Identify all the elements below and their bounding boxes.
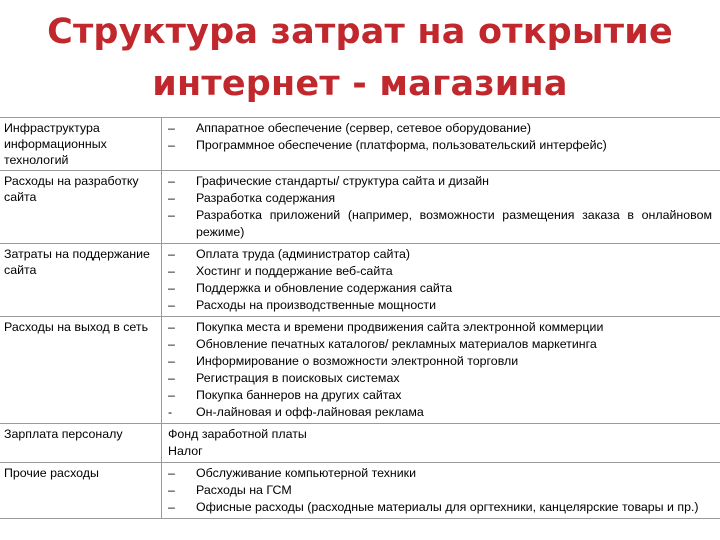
list-item <box>168 280 712 297</box>
list-item <box>168 387 712 404</box>
category-cell: Прочие расходы <box>0 463 162 519</box>
item-text: Расходы на производственные мощности <box>196 298 437 312</box>
list-item <box>168 137 712 154</box>
items-cell <box>162 317 720 424</box>
slide-title <box>0 6 720 110</box>
dash-marker: – <box>168 281 175 295</box>
list-item <box>168 120 712 137</box>
items-cell <box>162 171 720 244</box>
dash-marker: – <box>168 466 175 480</box>
list-item <box>168 499 712 516</box>
dash-marker: – <box>168 320 175 334</box>
dash-marker: – <box>168 337 175 351</box>
slide-title-line-2: интернет - магазина <box>152 64 568 104</box>
dash-marker: – <box>168 388 175 402</box>
item-text: Графические стандарты/ структура сайта и дизайн <box>196 174 490 188</box>
table-row <box>0 244 720 317</box>
item-text: Программное обеспечение (платформа, пользовательский интерфейс) <box>196 138 607 152</box>
category-cell: Расходы на разработку сайта <box>0 171 162 244</box>
items-cell <box>162 463 720 519</box>
slide-title-line-1: Структура затрат на открытие <box>47 12 673 52</box>
table-row <box>0 424 720 463</box>
category-cell: Зарплата персоналу <box>0 424 162 463</box>
items-cell <box>162 244 720 317</box>
item-text: Он-лайновая и офф-лайновая реклама <box>196 405 424 419</box>
dash-marker: – <box>168 138 175 152</box>
item-text: Информирование о возможности электронной торговли <box>196 354 519 368</box>
item-text: Покупка баннеров на других сайтах <box>196 388 402 402</box>
list-item <box>168 319 712 336</box>
list-item <box>168 370 712 387</box>
list-item: Фонд заработной платы <box>168 427 307 441</box>
item-text: Оплата труда (администратор сайта) <box>196 247 410 261</box>
dash-marker: – <box>168 354 175 368</box>
item-text: Аппаратное обеспечение (сервер, сетевое оборудование) <box>196 121 532 135</box>
list-item <box>168 482 712 499</box>
list-item: Налог <box>168 444 203 458</box>
table-row <box>0 317 720 424</box>
item-text: Разработка приложений (например, возможности размещения заказа в онлайновом режиме) <box>196 208 712 239</box>
table-row <box>0 118 720 171</box>
dash-marker: – <box>168 483 175 497</box>
items-cell <box>162 118 720 171</box>
list-item <box>168 263 712 280</box>
dash-marker: – <box>168 174 175 188</box>
list-item <box>168 297 712 314</box>
dash-marker: – <box>168 298 175 312</box>
item-text: Офисные расходы (расходные материалы для оргтехники, канцелярские товары и пр.) <box>196 500 699 514</box>
list-item <box>168 246 712 263</box>
list-item <box>168 190 712 207</box>
items-cell <box>162 424 720 463</box>
list-item <box>168 173 712 190</box>
category-cell: Расходы на выход в сеть <box>0 317 162 424</box>
dash-marker: – <box>168 191 175 205</box>
cost-structure-table <box>0 117 720 519</box>
list-item <box>168 353 712 370</box>
dash-marker: - <box>168 405 173 419</box>
table-row <box>0 171 720 244</box>
list-item <box>168 465 712 482</box>
category-cell: Затраты на поддержание сайта <box>0 244 162 317</box>
list-item <box>168 207 712 241</box>
dash-marker: – <box>168 371 175 385</box>
dash-marker: – <box>168 264 175 278</box>
item-text: Поддержка и обновление содержания сайта <box>196 281 453 295</box>
list-item <box>168 404 712 421</box>
list-item <box>168 336 712 353</box>
dash-marker: – <box>168 121 175 135</box>
dash-marker: – <box>168 208 175 222</box>
dash-marker: – <box>168 500 175 514</box>
item-text: Регистрация в поисковых системах <box>196 371 400 385</box>
item-text: Расходы на ГСМ <box>196 483 292 497</box>
table-row <box>0 463 720 519</box>
item-text: Обновление печатных каталогов/ рекламных материалов маркетинга <box>196 337 597 351</box>
item-text: Хостинг и поддержание веб-сайта <box>196 264 393 278</box>
item-text: Обслуживание компьютерной техники <box>196 466 417 480</box>
item-text: Покупка места и времени продвижения сайта электронной коммерции <box>196 320 604 334</box>
category-cell: Инфраструктура информационных технологий <box>0 118 162 171</box>
dash-marker: – <box>168 247 175 261</box>
item-text: Разработка содержания <box>196 191 336 205</box>
